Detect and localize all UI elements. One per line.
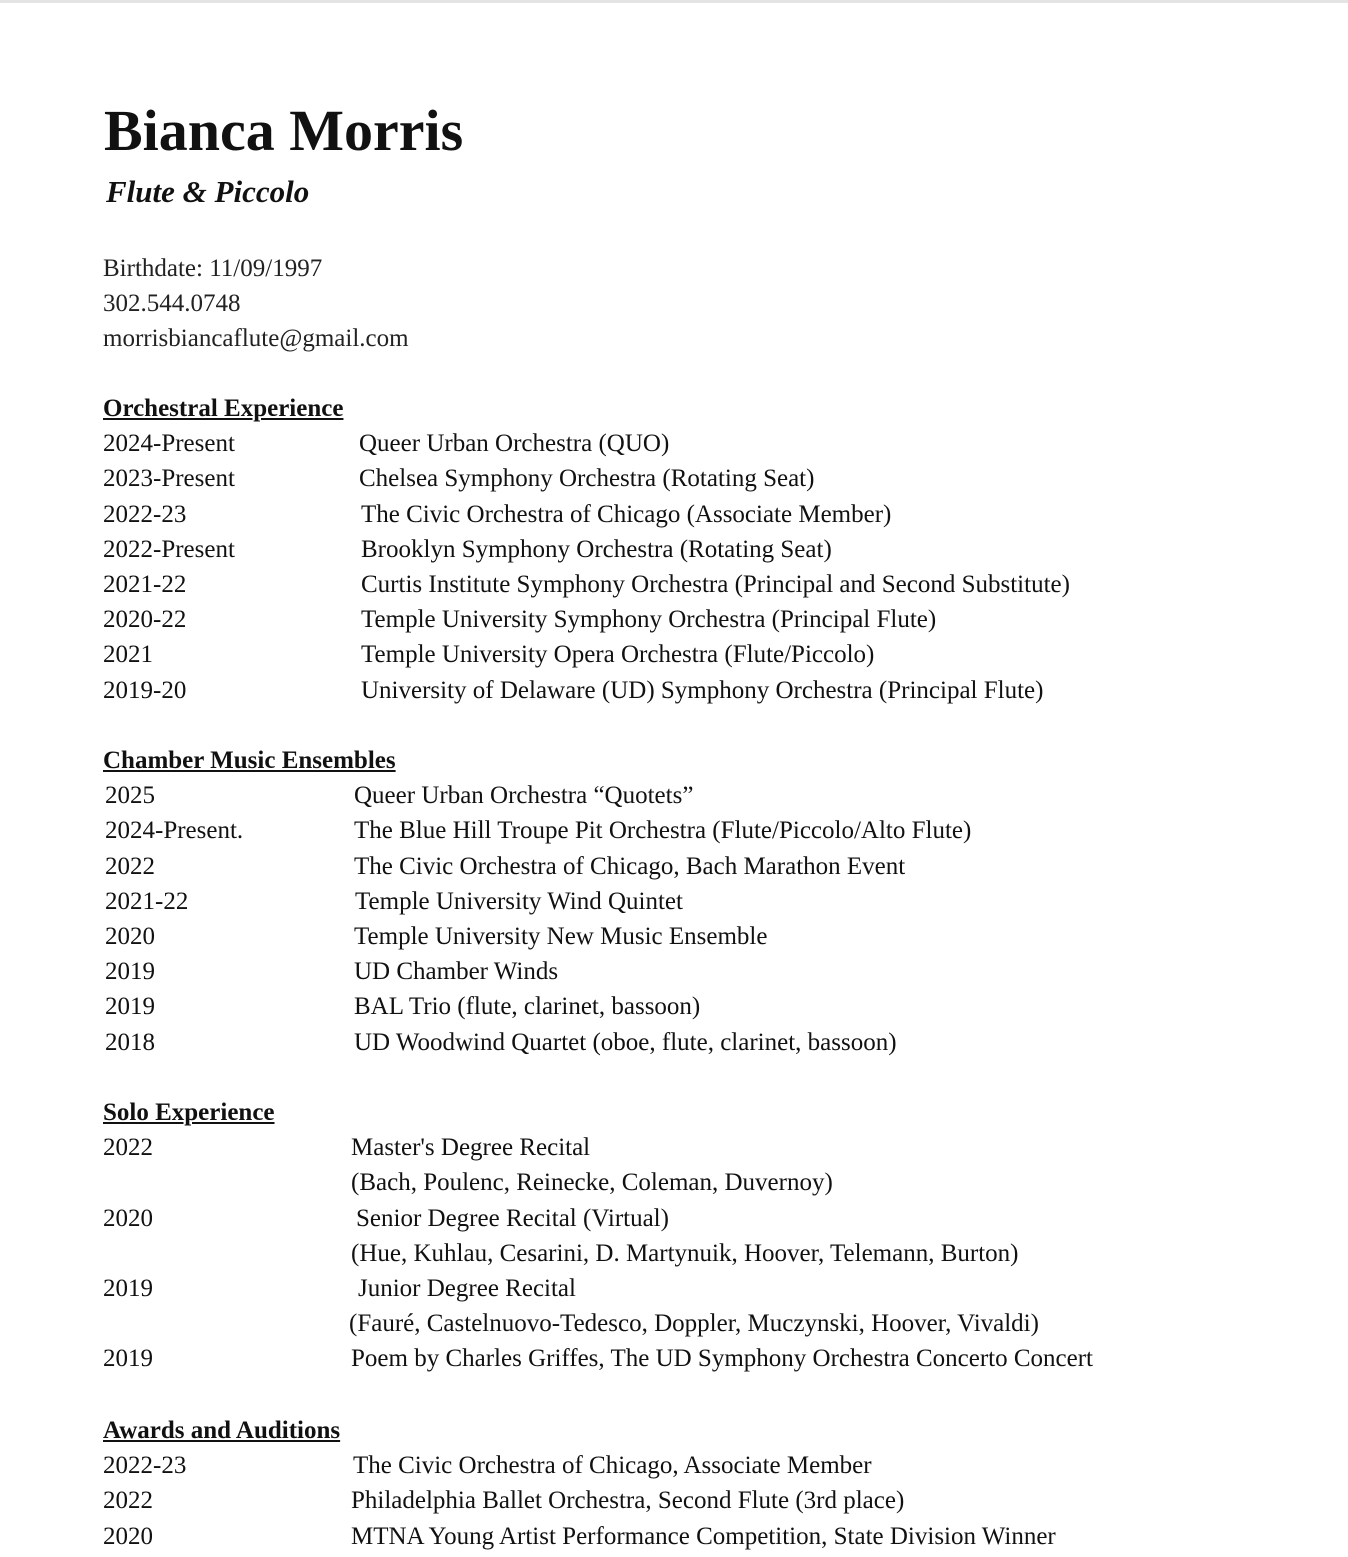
list-item [103,919,1303,954]
entry-year: 2024-Present [103,430,235,458]
instrument-subtitle: Flute & Piccolo [106,174,310,209]
section-orchestral-experience [103,391,1303,708]
list-item [103,1025,1303,1060]
entry-year: 2019 [105,958,155,986]
entry-description: Philadelphia Ballet Orchestra, Second Flute (3rd place) [351,1487,905,1515]
section-awards-auditions [103,1413,1303,1554]
list-item [103,778,1303,813]
list-item [103,461,1303,496]
entry-description: Curtis Institute Symphony Orchestra (Principal and Second Substitute) [361,571,1070,599]
entry-year [103,1165,351,1200]
section-heading: Orchestral Experience [103,395,344,422]
entry-year: 2022-23 [103,1452,187,1480]
list-item [103,673,1303,708]
list-item [103,989,1303,1024]
list-item [103,426,1303,461]
contact-block [103,251,409,356]
list-item [103,1271,1303,1306]
list-item [103,1165,1303,1200]
entry-year: 2018 [105,1028,155,1056]
list-item [103,1130,1303,1165]
entry-year: 2020-22 [103,606,187,634]
entry-year: 2022 [105,852,155,880]
entry-year: 2020 [103,1204,153,1232]
entry-description: Master's Degree Recital [351,1134,591,1162]
entry-year: 2022 [103,1487,153,1515]
list-item [103,1201,1303,1236]
entry-description: (Fauré, Castelnuovo-Tedesco, Doppler, Muczynski, Hoover, Vivaldi) [349,1310,1039,1338]
entry-year [103,1236,351,1271]
entry-year: 2022-Present [103,535,235,563]
entry-year: 2019 [103,1275,153,1303]
entry-description: The Civic Orchestra of Chicago, Bach Marathon Event [354,852,906,880]
entry-description: The Civic Orchestra of Chicago (Associate Member) [361,500,892,528]
entry-year: 2021-22 [103,571,187,599]
section-heading: Chamber Music Ensembles [103,747,396,774]
entry-year: 2023-Present [103,465,235,493]
entry-year: 2022 [103,1134,153,1162]
entry-year: 2021 [103,641,153,669]
entry-description: (Bach, Poulenc, Reinecke, Coleman, Duvernoy) [351,1169,833,1197]
entry-description: UD Woodwind Quartet (oboe, flute, clarinet, bassoon) [354,1028,897,1056]
section-solo-experience [103,1095,1303,1377]
section-heading: Solo Experience [103,1099,275,1126]
list-item [103,567,1303,602]
entry-description: UD Chamber Winds [354,958,559,986]
entry-year: 2022-23 [103,500,187,528]
list-item [103,602,1303,637]
entry-description: The Civic Orchestra of Chicago, Associate Member [353,1452,872,1480]
birthdate: Birthdate: 11/09/1997 [103,255,323,282]
entry-description: Junior Degree Recital [358,1275,576,1303]
section-heading: Awards and Auditions [103,1417,341,1444]
entry-description: University of Delaware (UD) Symphony Orchestra (Principal Flute) [361,676,1044,704]
list-item [103,1448,1303,1483]
list-item [103,1306,1303,1341]
entry-year: 2019 [105,993,155,1021]
resume-name: Bianca Morris [104,98,464,163]
entry-description: The Blue Hill Troupe Pit Orchestra (Flute/Piccolo/Alto Flute) [354,817,972,845]
entry-description: Brooklyn Symphony Orchestra (Rotating Seat) [361,535,832,563]
entry-description: BAL Trio (flute, clarinet, bassoon) [354,993,701,1021]
entry-description: MTNA Young Artist Performance Competition, State Division Winner [351,1522,1056,1550]
entry-description: Temple University New Music Ensemble [354,923,768,951]
entry-description: Queer Urban Orchestra (QUO) [359,430,670,458]
entry-description: Poem by Charles Griffes, The UD Symphony Orchestra Concerto Concert [351,1345,1093,1373]
email-address[interactable]: morrisbiancaflute@gmail.com [103,325,409,352]
list-item [103,1236,1303,1271]
list-item [103,1519,1303,1554]
list-item [103,813,1303,848]
entry-description: Temple University Opera Orchestra (Flute/Piccolo) [361,641,875,669]
entry-description: Temple University Wind Quintet [355,887,683,915]
list-item [103,954,1303,989]
entry-description: Queer Urban Orchestra “Quotets” [354,782,694,810]
list-item [103,849,1303,884]
entry-description: Chelsea Symphony Orchestra (Rotating Seat) [359,465,815,493]
entry-description: Senior Degree Recital (Virtual) [356,1204,669,1232]
entry-year: 2020 [105,923,155,951]
list-item [103,637,1303,672]
top-border [0,0,1348,3]
list-item [103,1483,1303,1518]
entry-year: 2019-20 [103,676,187,704]
entry-year [103,1306,349,1341]
list-item [103,1341,1303,1376]
entry-year: 2019 [103,1345,153,1373]
entry-year: 2025 [105,782,155,810]
section-chamber-music [103,743,1303,1060]
entry-year: 2020 [103,1522,153,1550]
list-item [103,497,1303,532]
list-item [103,532,1303,567]
phone-number: 302.544.0748 [103,290,241,317]
entry-description: (Hue, Kuhlau, Cesarini, D. Martynuik, Hoover, Telemann, Burton) [351,1239,1019,1267]
entry-year: 2021-22 [105,887,189,915]
entry-year: 2024-Present. [105,817,244,845]
entry-description: Temple University Symphony Orchestra (Principal Flute) [361,606,937,634]
list-item [103,884,1303,919]
